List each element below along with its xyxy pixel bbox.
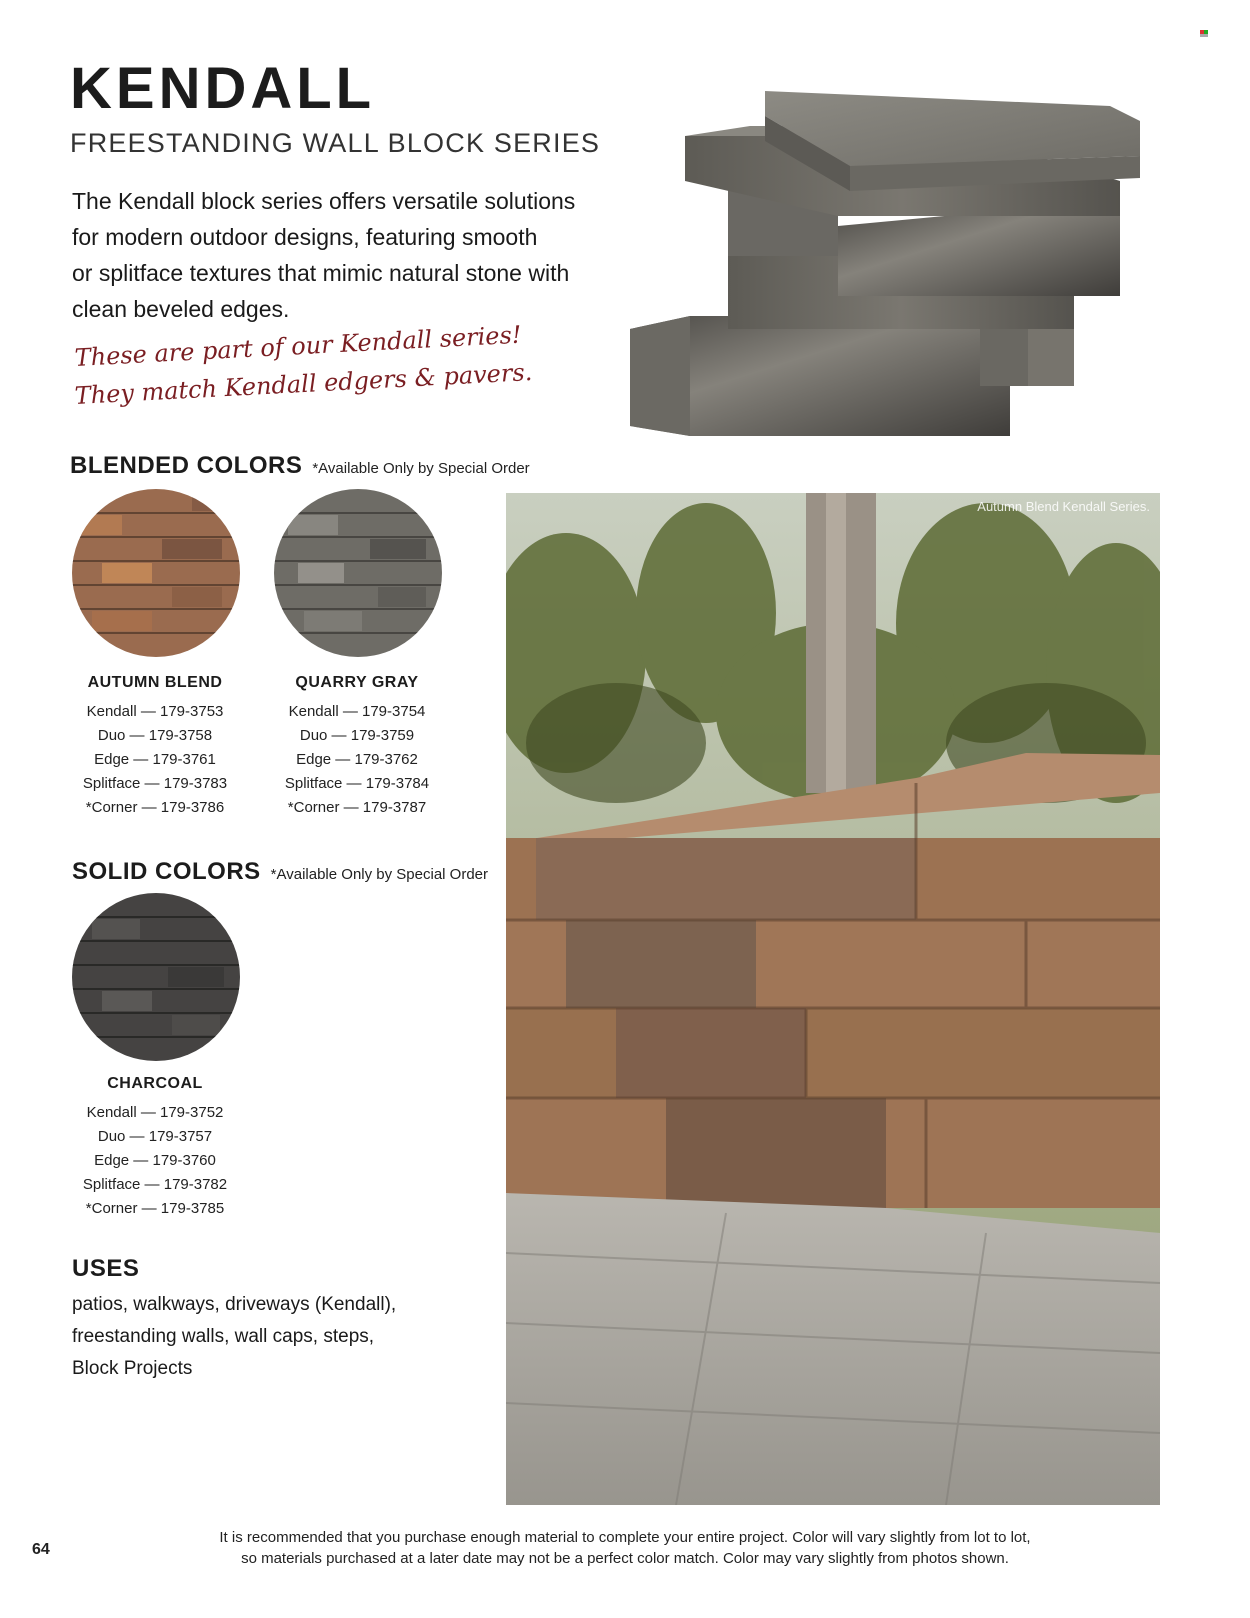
autumn-blend-swatch xyxy=(72,489,240,657)
footer-line: so materials purchased at a later date may not be a perfect color match. Color may vary slightly from photos shown. xyxy=(241,1550,1009,1567)
section-heading-text: SOLID COLORS xyxy=(72,858,261,885)
sku-line: Edge — 179-3760 xyxy=(94,1152,216,1169)
solid-colors-heading xyxy=(72,858,488,886)
intro-line: The Kendall block series offers versatile solutions xyxy=(72,188,576,214)
sku-line: *Corner — 179-3786 xyxy=(85,799,225,816)
handwritten-note-line: These are part of our Kendall series! xyxy=(74,320,523,372)
flag-icon xyxy=(1200,30,1210,38)
sku-line: *Corner — 179-3787 xyxy=(287,799,427,816)
quarry-gray-info xyxy=(272,674,442,820)
footer-line: It is recommended that you purchase enough material to complete your entire project. Color will vary slightly from lot to lot, xyxy=(219,1529,1031,1546)
quarry-gray-swatch xyxy=(274,489,442,657)
special-order-note: *Available Only by Special Order xyxy=(270,866,489,883)
kendall-block-stack-image xyxy=(630,86,1160,451)
sku-line: Duo — 179-3757 xyxy=(97,1128,213,1145)
uses-heading: USES xyxy=(72,1255,140,1282)
sku-line: Kendall — 179-3752 xyxy=(86,1104,224,1121)
handwritten-note-line: They match Kendall edgers & pavers. xyxy=(74,358,533,410)
color-name: QUARRY GRAY xyxy=(295,674,419,691)
intro-line: or splitface textures that mimic natural stone with xyxy=(72,260,570,286)
uses-list xyxy=(72,1289,396,1385)
sku-line: Splitface — 179-3784 xyxy=(284,775,430,792)
section-heading-text: BLENDED COLORS xyxy=(70,452,303,479)
uses-line: patios, walkways, driveways (Kendall), xyxy=(72,1294,397,1315)
sku-line: Kendall — 179-3753 xyxy=(86,703,224,720)
charcoal-info xyxy=(70,1075,240,1221)
intro-line: for modern outdoor designs, featuring smooth xyxy=(72,224,538,250)
intro-paragraph xyxy=(72,183,592,327)
special-order-note: *Available Only by Special Order xyxy=(312,460,530,477)
sku-line: Duo — 179-3759 xyxy=(299,727,415,744)
page-subtitle: FREESTANDING WALL BLOCK SERIES xyxy=(70,128,601,158)
uses-line: freestanding walls, wall caps, steps, xyxy=(72,1326,375,1347)
blended-colors-heading xyxy=(70,452,530,480)
wall-photo-illustration xyxy=(506,493,1160,1505)
color-name: AUTUMN BLEND xyxy=(87,674,223,691)
uses-line: Block Projects xyxy=(72,1358,193,1379)
page-number: 64 xyxy=(32,1541,50,1558)
sku-line: Edge — 179-3761 xyxy=(94,751,216,768)
sku-line: Edge — 179-3762 xyxy=(296,751,418,768)
page-title: KENDALL xyxy=(70,56,376,121)
charcoal-swatch xyxy=(72,893,240,1061)
sku-line: Duo — 179-3758 xyxy=(97,727,213,744)
autumn-blend-info xyxy=(70,674,240,820)
sku-line: Splitface — 179-3782 xyxy=(82,1176,228,1193)
sku-line: Kendall — 179-3754 xyxy=(288,703,426,720)
intro-line: clean beveled edges. xyxy=(72,296,290,322)
color-name: CHARCOAL xyxy=(107,1075,203,1092)
sku-line: Splitface — 179-3783 xyxy=(82,775,228,792)
footer-disclaimer xyxy=(185,1527,1065,1569)
autumn-blend-wall-photo xyxy=(506,493,1160,1505)
sku-line: *Corner — 179-3785 xyxy=(85,1200,225,1217)
photo-caption: Autumn Blend Kendall Series. xyxy=(977,499,1150,514)
